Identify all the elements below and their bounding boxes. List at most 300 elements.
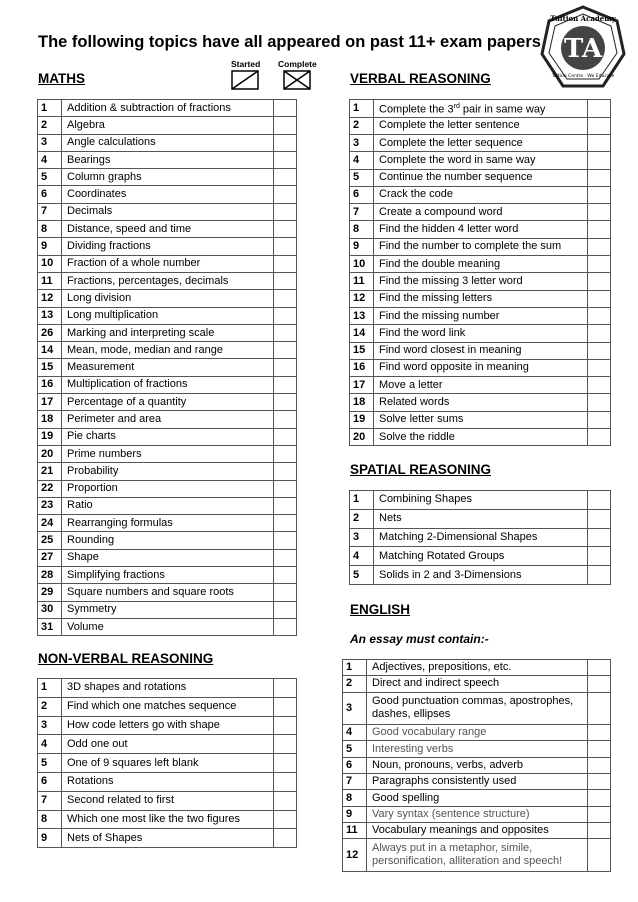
row-topic: Which one most like the two figures [62, 810, 274, 829]
row-topic: Find the double meaning [374, 256, 588, 273]
table-row [350, 117, 611, 134]
tick-box[interactable] [274, 679, 297, 698]
row-number: 17 [350, 377, 374, 394]
tick-box[interactable] [588, 238, 611, 255]
row-number: 1 [38, 679, 62, 698]
row-number: 14 [38, 342, 62, 359]
row-topic: Symmetry [62, 601, 274, 618]
table-row [38, 515, 297, 532]
row-topic: Direct and indirect speech [367, 676, 588, 692]
tick-box[interactable] [274, 186, 297, 203]
tick-box[interactable] [588, 528, 611, 547]
tick-box[interactable] [274, 307, 297, 324]
row-number: 12 [38, 290, 62, 307]
row-number: 19 [350, 411, 374, 428]
row-number: 2 [343, 676, 367, 692]
row-topic: Simplifying fractions [62, 567, 274, 584]
english-rows [343, 660, 611, 872]
tick-box[interactable] [588, 186, 611, 203]
tick-box[interactable] [274, 735, 297, 754]
tick-box[interactable] [588, 359, 611, 376]
table-row [350, 509, 611, 528]
row-topic: Multiplication of fractions [62, 376, 274, 393]
tick-box[interactable] [274, 697, 297, 716]
row-topic: Marking and interpreting scale [62, 324, 274, 341]
row-number: 5 [38, 754, 62, 773]
table-row [38, 584, 297, 601]
table-row [343, 839, 611, 872]
tick-box[interactable] [588, 221, 611, 238]
table-row [350, 429, 611, 446]
table-row [38, 428, 297, 445]
row-topic: Good punctuation commas, apostrophes, dashes, ellipses [367, 692, 588, 725]
table-row [350, 256, 611, 273]
row-number: 5 [350, 169, 374, 186]
row-number: 29 [38, 584, 62, 601]
row-number: 25 [38, 532, 62, 549]
row-topic: Good spelling [367, 790, 588, 806]
row-number: 3 [38, 716, 62, 735]
tick-box[interactable] [588, 774, 611, 790]
row-number: 16 [350, 359, 374, 376]
table-row [350, 342, 611, 359]
row-number: 31 [38, 618, 62, 635]
table-row [38, 376, 297, 393]
row-topic: Long multiplication [62, 307, 274, 324]
row-topic: Perimeter and area [62, 411, 274, 428]
table-row [38, 255, 297, 272]
tick-box[interactable] [588, 741, 611, 757]
tick-box[interactable] [588, 509, 611, 528]
row-topic: Dividing fractions [62, 238, 274, 255]
row-topic: Fractions, percentages, decimals [62, 272, 274, 289]
table-row [38, 532, 297, 549]
table-row [343, 790, 611, 806]
row-number: 4 [38, 735, 62, 754]
table-row [38, 117, 297, 134]
table-row [350, 307, 611, 324]
table-row [350, 394, 611, 411]
row-number: 2 [38, 117, 62, 134]
row-number: 11 [350, 273, 374, 290]
table-row [343, 741, 611, 757]
tick-box[interactable] [588, 660, 611, 676]
verbal-table [349, 99, 611, 446]
row-number: 5 [350, 566, 374, 585]
logo-top-text: Tuition Academy [550, 14, 616, 23]
table-row [350, 377, 611, 394]
row-number: 6 [38, 772, 62, 791]
table-row [350, 100, 611, 118]
spatial-table [349, 490, 611, 585]
tick-box[interactable] [274, 394, 297, 411]
row-topic: How code letters go with shape [62, 716, 274, 735]
row-topic: Create a compound word [374, 204, 588, 221]
table-row [38, 480, 297, 497]
complete-label: Complete [278, 59, 317, 69]
row-number: 6 [343, 757, 367, 773]
tick-box[interactable] [274, 480, 297, 497]
row-number: 4 [38, 151, 62, 168]
row-number: 8 [350, 221, 374, 238]
table-row [350, 290, 611, 307]
tick-box[interactable] [274, 549, 297, 566]
row-topic: Distance, speed and time [62, 221, 274, 238]
table-row [350, 528, 611, 547]
row-topic: Combining Shapes [374, 491, 588, 510]
table-row [38, 342, 297, 359]
maths-table [37, 99, 297, 636]
tick-box[interactable] [588, 839, 611, 872]
row-topic: Adjectives, prepositions, etc. [367, 660, 588, 676]
tick-box[interactable] [274, 151, 297, 168]
row-topic: Find word closest in meaning [374, 342, 588, 359]
logo-bottom-text: Tuition Centre · We Educate [551, 74, 615, 79]
table-row [343, 757, 611, 773]
table-row [350, 491, 611, 510]
row-topic: Ratio [62, 497, 274, 514]
row-number: 13 [350, 307, 374, 324]
row-topic: Measurement [62, 359, 274, 376]
table-row [350, 411, 611, 428]
row-topic: Find the missing number [374, 307, 588, 324]
table-row [350, 325, 611, 342]
tick-box[interactable] [274, 515, 297, 532]
row-number: 28 [38, 567, 62, 584]
tick-box[interactable] [588, 676, 611, 692]
table-row [38, 549, 297, 566]
nonverbal-heading: NON-VERBAL REASONING [38, 651, 214, 666]
row-number: 2 [350, 117, 374, 134]
tick-box[interactable] [588, 429, 611, 446]
row-number: 8 [38, 810, 62, 829]
row-number: 14 [350, 325, 374, 342]
logo-letters: TA [563, 34, 603, 64]
spatial-heading: SPATIAL REASONING [350, 462, 492, 477]
table-row [38, 411, 297, 428]
table-row [350, 169, 611, 186]
row-topic: Complete the letter sentence [374, 117, 588, 134]
table-row [38, 151, 297, 168]
row-number: 1 [343, 660, 367, 676]
table-row [38, 567, 297, 584]
tick-box[interactable] [588, 806, 611, 822]
row-topic: Rounding [62, 532, 274, 549]
maths-heading: MATHS [38, 71, 85, 86]
tick-box[interactable] [588, 100, 611, 118]
tick-box[interactable] [588, 117, 611, 134]
row-topic: One of 9 squares left blank [62, 754, 274, 773]
table-row [38, 716, 297, 735]
table-row [38, 772, 297, 791]
tick-box[interactable] [274, 567, 297, 584]
table-row [38, 394, 297, 411]
row-topic: Pie charts [62, 428, 274, 445]
english-table [342, 659, 611, 872]
tick-box[interactable] [588, 134, 611, 151]
tick-box[interactable] [588, 204, 611, 221]
row-number: 26 [38, 324, 62, 341]
table-row [343, 676, 611, 692]
table-row [38, 307, 297, 324]
tick-box[interactable] [274, 754, 297, 773]
tick-box[interactable] [588, 725, 611, 741]
row-number: 15 [350, 342, 374, 359]
tuition-academy-logo [538, 4, 628, 94]
table-row [343, 774, 611, 790]
row-number: 3 [38, 134, 62, 151]
tick-box[interactable] [274, 601, 297, 618]
row-number: 27 [38, 549, 62, 566]
row-number: 6 [38, 186, 62, 203]
table-row [350, 238, 611, 255]
tick-box[interactable] [274, 221, 297, 238]
row-topic: Rotations [62, 772, 274, 791]
maths-rows [38, 100, 297, 636]
tick-box[interactable] [274, 134, 297, 151]
row-number: 3 [343, 692, 367, 725]
row-number: 13 [38, 307, 62, 324]
row-number: 30 [38, 601, 62, 618]
row-number: 5 [343, 741, 367, 757]
tick-box[interactable] [588, 491, 611, 510]
row-number: 19 [38, 428, 62, 445]
row-topic: Noun, pronouns, verbs, adverb [367, 757, 588, 773]
row-topic: Second related to first [62, 791, 274, 810]
table-row [350, 221, 611, 238]
tick-box[interactable] [274, 772, 297, 791]
row-number: 20 [350, 429, 374, 446]
row-topic: Paragraphs consistently used [367, 774, 588, 790]
row-topic: Rearranging formulas [62, 515, 274, 532]
tick-box[interactable] [588, 325, 611, 342]
tick-box[interactable] [588, 394, 611, 411]
row-number: 9 [350, 238, 374, 255]
row-number: 24 [38, 515, 62, 532]
table-row [343, 806, 611, 822]
row-topic: Matching Rotated Groups [374, 547, 588, 566]
row-number: 10 [350, 256, 374, 273]
row-number: 7 [350, 204, 374, 221]
row-number: 6 [350, 186, 374, 203]
tick-box[interactable] [274, 342, 297, 359]
row-number: 9 [38, 238, 62, 255]
row-topic: Find the missing 3 letter word [374, 273, 588, 290]
tick-box[interactable] [588, 692, 611, 725]
tick-box[interactable] [588, 256, 611, 273]
row-topic: Nets [374, 509, 588, 528]
table-row [38, 497, 297, 514]
row-topic: Good vocabulary range [367, 725, 588, 741]
tick-box[interactable] [274, 359, 297, 376]
tick-box[interactable] [274, 117, 297, 134]
verbal-heading: VERBAL REASONING [350, 71, 491, 86]
row-number: 2 [38, 697, 62, 716]
row-topic: Addition & subtraction of fractions [62, 100, 274, 117]
table-row [343, 660, 611, 676]
tick-box[interactable] [274, 100, 297, 117]
row-number: 3 [350, 134, 374, 151]
tick-box[interactable] [274, 829, 297, 848]
table-row [38, 134, 297, 151]
tick-box[interactable] [274, 810, 297, 829]
tick-box[interactable] [588, 547, 611, 566]
row-topic: Continue the number sequence [374, 169, 588, 186]
tick-box[interactable] [274, 497, 297, 514]
row-number: 4 [343, 725, 367, 741]
row-number: 7 [38, 791, 62, 810]
row-topic: Complete the word in same way [374, 152, 588, 169]
tick-box[interactable] [274, 238, 297, 255]
row-number: 10 [38, 255, 62, 272]
row-topic: Mean, mode, median and range [62, 342, 274, 359]
row-topic: Find the hidden 4 letter word [374, 221, 588, 238]
table-row [38, 810, 297, 829]
tick-box[interactable] [588, 377, 611, 394]
row-topic: Find the number to complete the sum [374, 238, 588, 255]
tick-box[interactable] [274, 290, 297, 307]
row-number: 7 [38, 203, 62, 220]
table-row [38, 618, 297, 635]
tick-box[interactable] [274, 255, 297, 272]
tick-box[interactable] [274, 716, 297, 735]
row-topic: Find word opposite in meaning [374, 359, 588, 376]
table-row [350, 152, 611, 169]
table-row [38, 359, 297, 376]
tick-box[interactable] [588, 790, 611, 806]
tick-box[interactable] [274, 203, 297, 220]
tick-box[interactable] [274, 428, 297, 445]
tick-box[interactable] [274, 324, 297, 341]
row-number: 21 [38, 463, 62, 480]
table-row [343, 725, 611, 741]
row-number: 11 [38, 272, 62, 289]
table-row [38, 445, 297, 462]
row-topic: Proportion [62, 480, 274, 497]
tick-box[interactable] [588, 273, 611, 290]
tick-box[interactable] [588, 822, 611, 838]
tick-box[interactable] [588, 757, 611, 773]
nonverbal-table [37, 678, 297, 848]
table-row [38, 735, 297, 754]
row-topic: Solve the riddle [374, 429, 588, 446]
tick-box[interactable] [274, 532, 297, 549]
row-number: 9 [38, 829, 62, 848]
table-row [38, 272, 297, 289]
tick-box[interactable] [588, 169, 611, 186]
table-row [38, 169, 297, 186]
table-row [38, 679, 297, 698]
row-number: 20 [38, 445, 62, 462]
row-number: 12 [350, 290, 374, 307]
row-topic: Complete the letter sequence [374, 134, 588, 151]
table-row [38, 791, 297, 810]
row-topic: Angle calculations [62, 134, 274, 151]
row-topic: Solve letter sums [374, 411, 588, 428]
row-topic: Crack the code [374, 186, 588, 203]
table-row [38, 601, 297, 618]
tick-box[interactable] [274, 272, 297, 289]
row-topic: Probability [62, 463, 274, 480]
tick-box[interactable] [274, 376, 297, 393]
row-topic: Volume [62, 618, 274, 635]
table-row [38, 324, 297, 341]
row-topic: Odd one out [62, 735, 274, 754]
table-row [350, 273, 611, 290]
spatial-rows [350, 491, 611, 585]
complete-cross-icon [283, 70, 311, 90]
row-number: 12 [343, 839, 367, 872]
verbal-rows [350, 100, 611, 446]
tick-box[interactable] [274, 791, 297, 810]
row-topic: Fraction of a whole number [62, 255, 274, 272]
row-topic: Find the missing letters [374, 290, 588, 307]
table-row [350, 566, 611, 585]
row-number: 22 [38, 480, 62, 497]
tick-box[interactable] [588, 290, 611, 307]
row-topic: Percentage of a quantity [62, 394, 274, 411]
table-row [38, 829, 297, 848]
row-number: 9 [343, 806, 367, 822]
row-number: 5 [38, 169, 62, 186]
row-number: 1 [350, 491, 374, 510]
row-topic: Long division [62, 290, 274, 307]
tick-box[interactable] [274, 169, 297, 186]
row-topic: Complete the 3rd pair in same way [374, 100, 588, 118]
english-heading: ENGLISH [350, 602, 411, 617]
tick-box[interactable] [274, 584, 297, 601]
row-topic: Solids in 2 and 3-Dimensions [374, 566, 588, 585]
table-row [38, 203, 297, 220]
table-row [350, 134, 611, 151]
tick-box[interactable] [274, 463, 297, 480]
tick-box[interactable] [588, 152, 611, 169]
tick-box[interactable] [588, 342, 611, 359]
row-number: 17 [38, 394, 62, 411]
tick-box[interactable] [274, 618, 297, 635]
row-number: 8 [38, 221, 62, 238]
row-number: 11 [343, 822, 367, 838]
table-row [350, 186, 611, 203]
tick-box[interactable] [588, 566, 611, 585]
row-topic: Find which one matches sequence [62, 697, 274, 716]
tick-box[interactable] [588, 411, 611, 428]
row-topic: Matching 2-Dimensional Shapes [374, 528, 588, 547]
table-row [350, 547, 611, 566]
row-topic: Always put in a metaphor, simile, personification, alliteration and speech! [367, 839, 588, 872]
table-row [38, 238, 297, 255]
table-row [38, 697, 297, 716]
row-topic: Algebra [62, 117, 274, 134]
row-topic: 3D shapes and rotations [62, 679, 274, 698]
row-number: 23 [38, 497, 62, 514]
tick-box[interactable] [274, 411, 297, 428]
english-subheading: An essay must contain:- [350, 632, 489, 646]
row-number: 3 [350, 528, 374, 547]
table-row [350, 204, 611, 221]
tick-box[interactable] [588, 307, 611, 324]
row-topic: Find the word link [374, 325, 588, 342]
table-row [38, 100, 297, 117]
tick-box[interactable] [274, 445, 297, 462]
started-slash-icon [231, 70, 259, 90]
row-topic: Coordinates [62, 186, 274, 203]
row-topic: Bearings [62, 151, 274, 168]
row-number: 1 [38, 100, 62, 117]
row-number: 2 [350, 509, 374, 528]
table-row [38, 290, 297, 307]
row-topic: Square numbers and square roots [62, 584, 274, 601]
